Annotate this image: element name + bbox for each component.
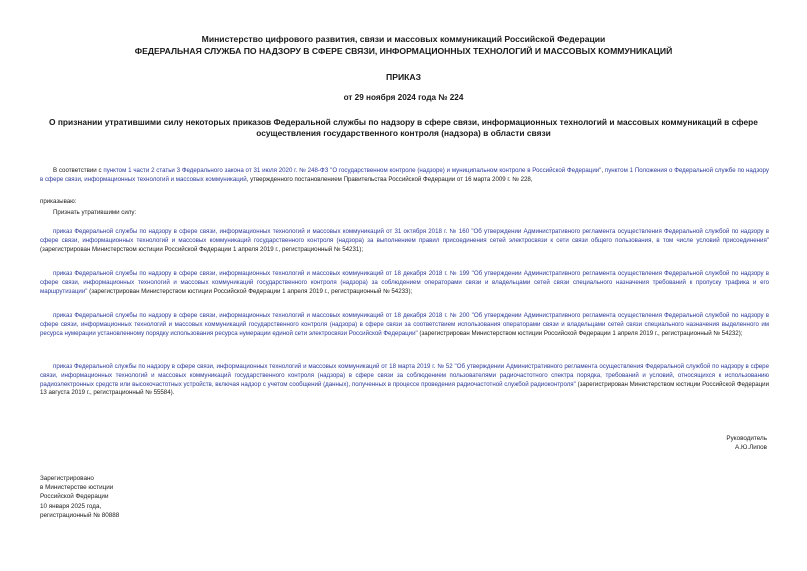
service-name: ФЕДЕРАЛЬНАЯ СЛУЖБА ПО НАДЗОРУ В СФЕРЕ СВЯЗИ, ИНФОРМАЦИОННЫХ ТЕХНОЛОГИЙ И МАССОВЫХ КОММУНИКАЦИЙ — [134, 46, 673, 56]
registration-line: в Министерстве юстиции — [40, 484, 114, 492]
order-date: от 29 ноября 2024 года № 224 — [343, 93, 464, 102]
repealed-order-link[interactable]: приказ Федеральной службы по надзору в сфере связи, информационных технологий и массовых коммуникаций от 31 октября 2018 г. № 160 "Об утверждении Административного регламента осуществления Федеральной службой по надзору в сфере связи, информационных технологий и массовых коммуникаций государственного контроля (надзора) за выполнением правил присоединения сетей электросвязи к сети связи общего пользования, в том числе условий присоединения" — [40, 228, 769, 244]
intro-tail: , утвержденного постановлением Правительства Российской Федерации от 16 марта 2009 г. № 228, — [246, 175, 533, 183]
registration-note: (зарегистрирован Министерством юстиции Российской Федерации 1 апреля 2019 г., регистрационный № 54232); — [417, 329, 743, 337]
signatory-name: А.Ю.Липов — [735, 444, 767, 452]
document-title: О признании утратившими силу некоторых приказов Федеральной службы по надзору в сфере связи, информационных технологий и массовых коммуникаций в сфере осуществления государственного контроля (надзора) в области связи — [49, 117, 758, 138]
registration-note: (зарегистрирован Министерством юстиции Российской Федерации 13 августа 2019 г., регистрационный № 55584). — [40, 380, 769, 397]
registration-note: (зарегистрирован Министерством юстиции Российской Федерации 1 апреля 2019 г., регистрационный № 54233); — [87, 287, 413, 295]
recognize-paragraph: Признать утратившими силу: — [53, 209, 137, 216]
registration-date: 10 января 2025 года, — [40, 502, 102, 510]
intro-separator: , — [601, 167, 605, 174]
registration-number: регистрационный № 80888 — [40, 511, 120, 519]
regulation-reference-link[interactable]: пунктом 1 Положения о Федеральной службе по надзору в сфере связи, информационных технологий и массовых коммуникаций — [40, 167, 769, 183]
repealed-order-link[interactable]: приказ Федеральной службы по надзору в сфере связи, информационных технологий и массовых коммуникаций от 18 декабря 2018 г. № 199 "Об утверждении Административного регламента осуществления Федеральной службой по надзору в сфере связи, информационных технологий и массовых коммуникаций государственного контроля (надзора) за соблюдением операторами связи и владельцами сетей связи специального назначения требований к пропуску трафика и его маршрутизации" — [40, 270, 769, 295]
intro-lead: В соответствии с — [53, 167, 104, 174]
registration-block — [40, 474, 119, 520]
repealed-order-item — [40, 312, 769, 338]
repealed-order-link[interactable]: приказ Федеральной службы по надзору в сфере связи, информационных технологий и массовых коммуникаций от 18 декабря 2018 г. № 200 "Об утверждении Административного регламента осуществления Федеральной службой по надзору в сфере связи, информационных технологий и массовых коммуникаций государственного контроля (надзора) в сфере связи за соответствием использования операторами связи и владельцами сетей связи специального назначения выделенного им ресурса нумерации установленному порядку использования ресурса нумерации единой сети электросвязи Российской Федерации" — [40, 312, 769, 337]
signatory-position: Руководитель — [726, 435, 767, 442]
law-reference-link[interactable]: пунктом 1 части 2 статьи 3 Федерального закона от 31 июля 2020 г. № 248-ФЗ "О государственном контроле (надзоре) и муниципальном контроле в Российской Федерации" — [103, 167, 602, 174]
intro-paragraph — [40, 167, 769, 185]
repealed-order-link[interactable]: приказ Федеральной службы по надзору в сфере связи, информационных технологий и массовых коммуникаций от 18 марта 2019 г. № 52 "Об утверждении Административного регламента осуществления Федеральной службой по надзору в сфере связи, информационных технологий и массовых коммуникаций государственного контроля (надзора) в сфере связи за соблюдением пользователями радиочастотного спектра порядка, требований и условий, относящихся к использованию радиоэлектронных средств или высокочастотных устройств, включая надзор с учетом сообщений (данных), полученных в процессе проведения радиочастотной службой радиоконтроля" — [40, 363, 769, 388]
signature-block — [726, 434, 767, 452]
orders-paragraph: приказываю: — [40, 198, 77, 205]
registration-line: Зарегистрировано — [40, 475, 94, 482]
ministry-name: Министерство цифрового развития, связи и массовых коммуникаций Российской Федерации — [201, 34, 606, 44]
registration-note: (зарегистрирован Министерством юстиции Российской Федерации 1 апреля 2019 г., регистрационный № 54231); — [40, 245, 364, 253]
repealed-order-item — [40, 363, 769, 398]
repealed-order-item — [40, 270, 769, 296]
registration-line: Российской Федерации — [40, 493, 109, 501]
repealed-order-item — [40, 228, 769, 254]
order-label: ПРИКАЗ — [386, 72, 421, 82]
